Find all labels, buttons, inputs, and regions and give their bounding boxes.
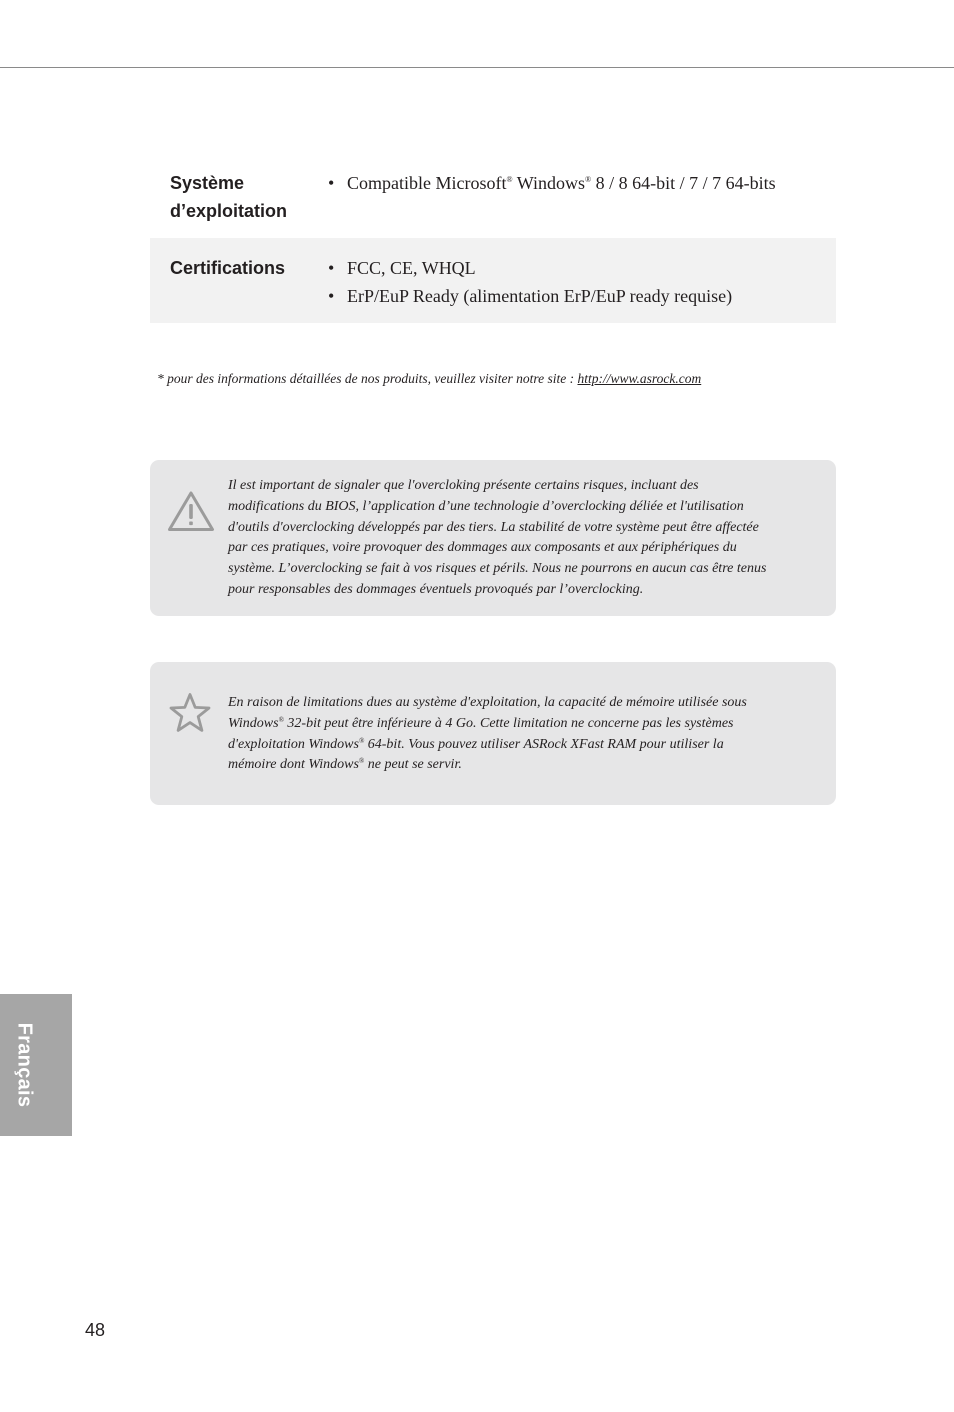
registered-mark: ® <box>585 175 592 184</box>
spec-row-os <box>150 154 836 238</box>
spec-values <box>328 169 776 238</box>
warning-text-line: modifications du BIOS, l’application d’une technologie d’overclocking déliée et l'utilisation <box>228 498 744 514</box>
memory-note-fragment: mémoire dont Windows <box>228 757 359 773</box>
spec-value-text: Compatible Microsoft <box>347 173 507 193</box>
footnote <box>157 370 701 388</box>
memory-note-fragment: 64-bit. Vous pouvez utiliser ASRock XFast RAM pour utiliser la <box>364 736 724 752</box>
language-side-tab <box>0 994 72 1136</box>
warning-text <box>228 476 788 601</box>
memory-note-line <box>228 714 788 735</box>
memory-note-fragment: d'exploitation Windows <box>228 736 359 752</box>
registered-mark: ® <box>278 715 284 724</box>
warning-text-line: pour responsables des dommages éventuels provoqués par l’overclocking. <box>228 581 644 597</box>
header-rule <box>0 67 954 68</box>
memory-note-line <box>228 735 788 756</box>
asrock-website-link[interactable]: http://www.asrock.com <box>577 371 702 386</box>
footnote-text: * pour des informations détaillées de nos produits, veuillez visiter notre site : <box>157 371 578 386</box>
spec-label: Système d’exploitation <box>170 173 287 221</box>
memory-note-fragment: En raison de limitations dues au système d'exploitation, la capacité de mémoire utilisée sous <box>228 695 747 710</box>
bullet: • <box>328 258 335 278</box>
spec-value-text: FCC, CE, WHQL <box>347 258 476 278</box>
spec-row-certifications <box>150 238 836 323</box>
memory-note-line <box>228 755 788 776</box>
page-number: 48 <box>85 1320 106 1340</box>
memory-note-fragment: Windows <box>228 715 279 731</box>
star-icon <box>168 692 212 734</box>
spec-value-item <box>328 254 732 282</box>
overclocking-warning-note <box>150 460 836 616</box>
memory-note-line <box>228 693 788 714</box>
memory-note-fragment: 32-bit peut être inférieure à 4 Go. Cette limitation ne concerne pas les systèmes <box>283 715 734 731</box>
spec-table <box>150 154 836 323</box>
registered-mark: ® <box>358 757 365 766</box>
registered-mark: ® <box>358 736 365 745</box>
spec-value-item <box>328 169 776 197</box>
spec-value-text: ErP/EuP Ready (alimentation ErP/EuP ready requise) <box>347 286 733 306</box>
spec-value-item <box>328 282 733 310</box>
memory-note-text <box>228 693 788 776</box>
warning-triangle-icon <box>167 490 215 532</box>
bullet: • <box>328 286 335 306</box>
bullet: • <box>328 173 335 193</box>
warning-text-line: Il est important de signaler que l'overcloking présente certains risques, incluant des <box>228 478 699 493</box>
spec-value-text: Windows <box>512 173 586 193</box>
memory-note-fragment: ne peut se servir. <box>364 757 462 773</box>
spec-label: Certifications <box>170 258 286 278</box>
registered-mark: ® <box>506 175 513 184</box>
memory-limitation-note <box>150 662 836 805</box>
warning-text-line: d'outils d'overclocking développés par des tiers. La stabilité de votre système peut être affectée <box>228 519 759 535</box>
spec-value-text: 8 / 8 64-bit / 7 / 7 64-bits <box>591 173 776 193</box>
warning-text-line: système. L’overclocking se fait à vos risques et périls. Nous ne pourrons en aucun cas être tenus <box>228 561 767 577</box>
spec-values <box>328 254 733 323</box>
language-label: Français <box>13 1022 36 1108</box>
warning-text-line: par ces pratiques, voire provoquer des dommages aux composants et aux périphériques du <box>228 540 737 556</box>
